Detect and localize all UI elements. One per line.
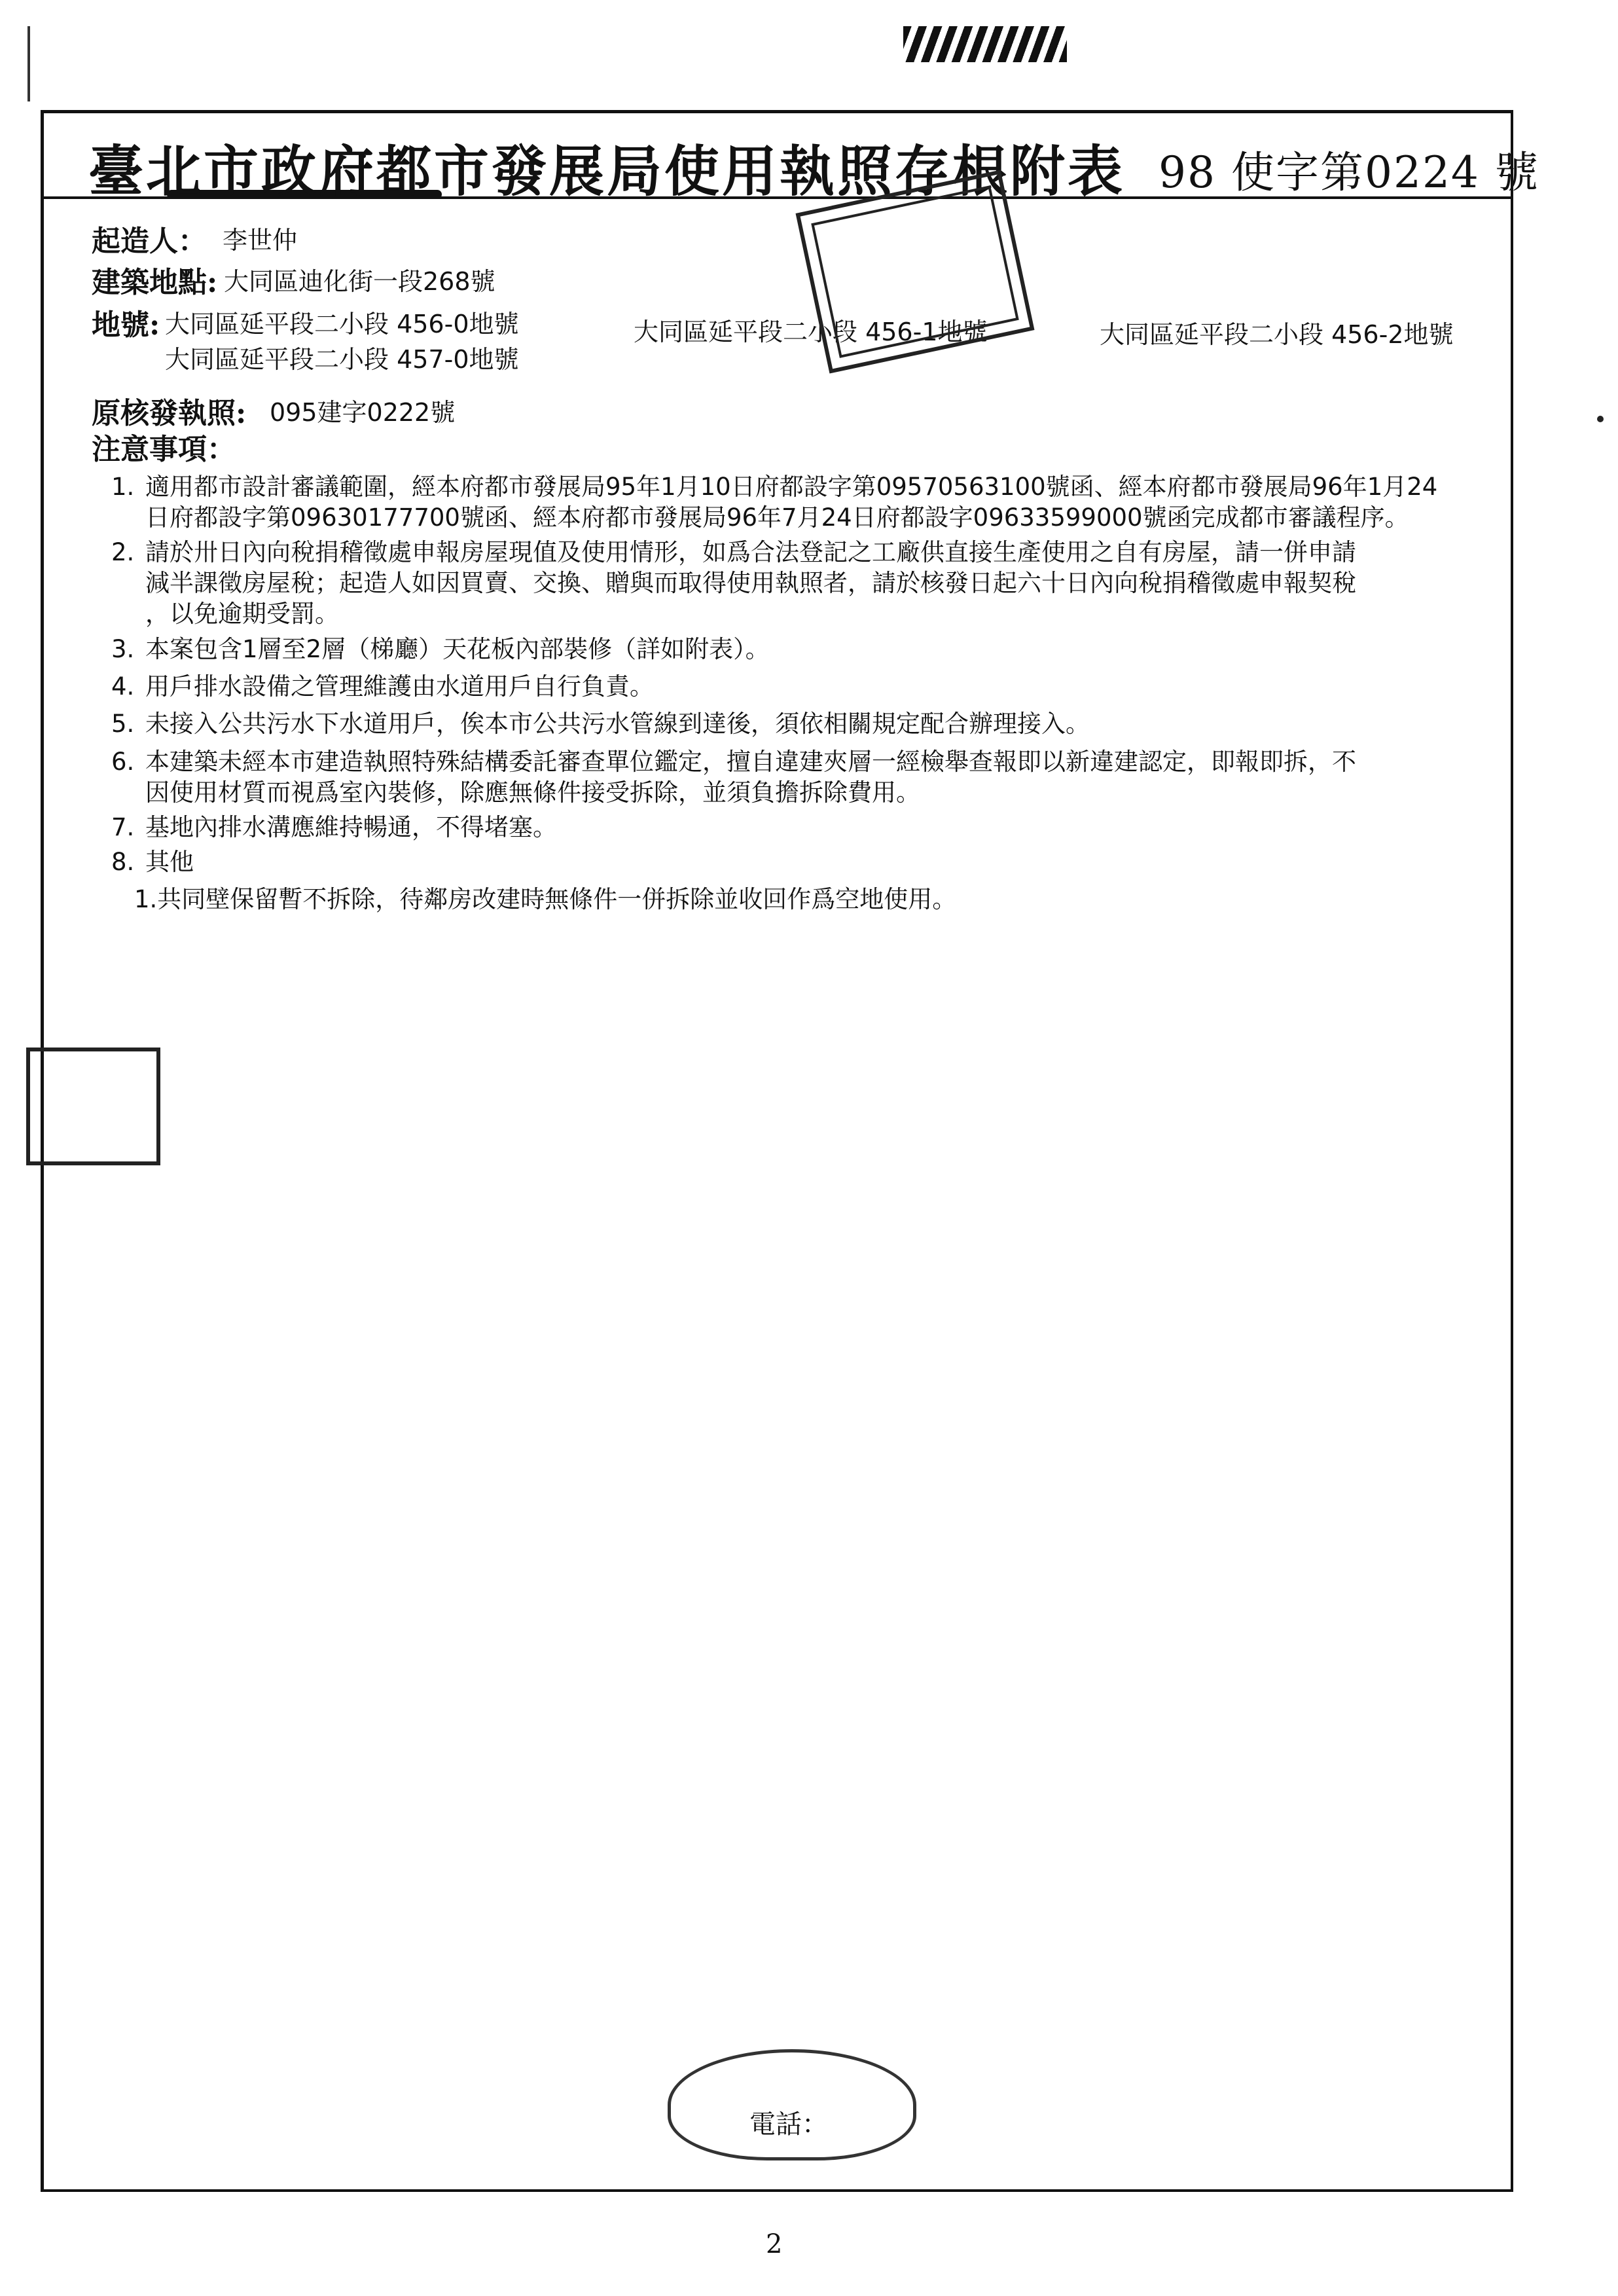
- lot-number: 大同區延平段二小段 456-0地號: [165, 310, 519, 338]
- address-label: 建築地點:: [92, 266, 218, 299]
- scan-dot: [1597, 416, 1604, 422]
- list-item: 3. 本案包含1層至2層（梯廳）天花板內部裝修（詳如附表）。: [111, 635, 770, 663]
- document-frame: [41, 110, 1513, 2192]
- builder-label: 起造人：: [92, 225, 207, 258]
- top-rule: [41, 110, 1513, 113]
- handwritten-mark: [903, 26, 1067, 62]
- lot-number: 大同區延平段二小段 457-0地號: [165, 345, 519, 374]
- list-item: 5. 未接入公共污水下水道用戶，俟本市公共污水管線到達後，須依相關規定配合辦理接入。: [111, 710, 1090, 738]
- page-title: 臺北市政府都市發展局使用執照存根附表: [88, 139, 1126, 204]
- list-item: 8. 其他: [111, 848, 194, 876]
- seal-stamp: [26, 1048, 160, 1165]
- stamp-text: 電話：: [749, 2109, 828, 2140]
- address-value: 大同區迪化街一段268號: [224, 267, 495, 296]
- list-item: 2. 請於卅日內向稅捐稽徵處申報房屋現值及使用情形，如爲合法登記之工廠供直接生產使用之自有房屋，請一併申請 減半課徵房屋稅；起造人如因買賣、交換、贈與而取得使用執照者，請於核發日起六十日內向稅捐稽徵處申報契稅 ，以免逾期受罰。: [111, 538, 1356, 628]
- round-stamp: [668, 2049, 916, 2160]
- list-item: 4. 用戶排水設備之管理維護由水道用戶自行負責。: [111, 672, 654, 701]
- list-item: 1. 適用都市設計審議範圍，經本府都市發展局95年1月10日府都設字第09570563100號函、經本府都市發展局96年1月24 日府都設字第09630177700號函、經本府都市發展局96年7月24日府都設字09633599000號函完成都市審議程序。: [111, 473, 1438, 532]
- lot-label: 地號:: [92, 308, 160, 342]
- builder-value: 李世仲: [223, 226, 298, 255]
- page-number: 2: [766, 2229, 783, 2259]
- lot-number: 大同區延平段二小段 456-1地號: [634, 318, 988, 346]
- list-item: 7. 基地內排水溝應維持暢通，不得堵塞。: [111, 813, 557, 841]
- license-number: 98 使字第0224 號: [1159, 147, 1539, 198]
- list-item: 6. 本建築未經本市建造執照特殊結構委託審查單位鑑定，擅自違建夾層一經檢舉查報即以新違建認定，即報即拆，不 因使用材質而視爲室內裝修，除應無條件接受拆除，並須負擔拆除費用。: [111, 748, 1356, 807]
- notes-heading: 注意事項：: [92, 433, 236, 466]
- orig-license-label: 原核發執照:: [92, 397, 247, 430]
- scan-mark: [27, 26, 30, 101]
- other-note: 1.共同壁保留暫不拆除，待鄰房改建時無條件一併拆除並收回作爲空地使用。: [134, 885, 957, 913]
- lot-number: 大同區延平段二小段 456-2地號: [1100, 320, 1454, 349]
- orig-license-value: 095建字0222號: [270, 398, 456, 427]
